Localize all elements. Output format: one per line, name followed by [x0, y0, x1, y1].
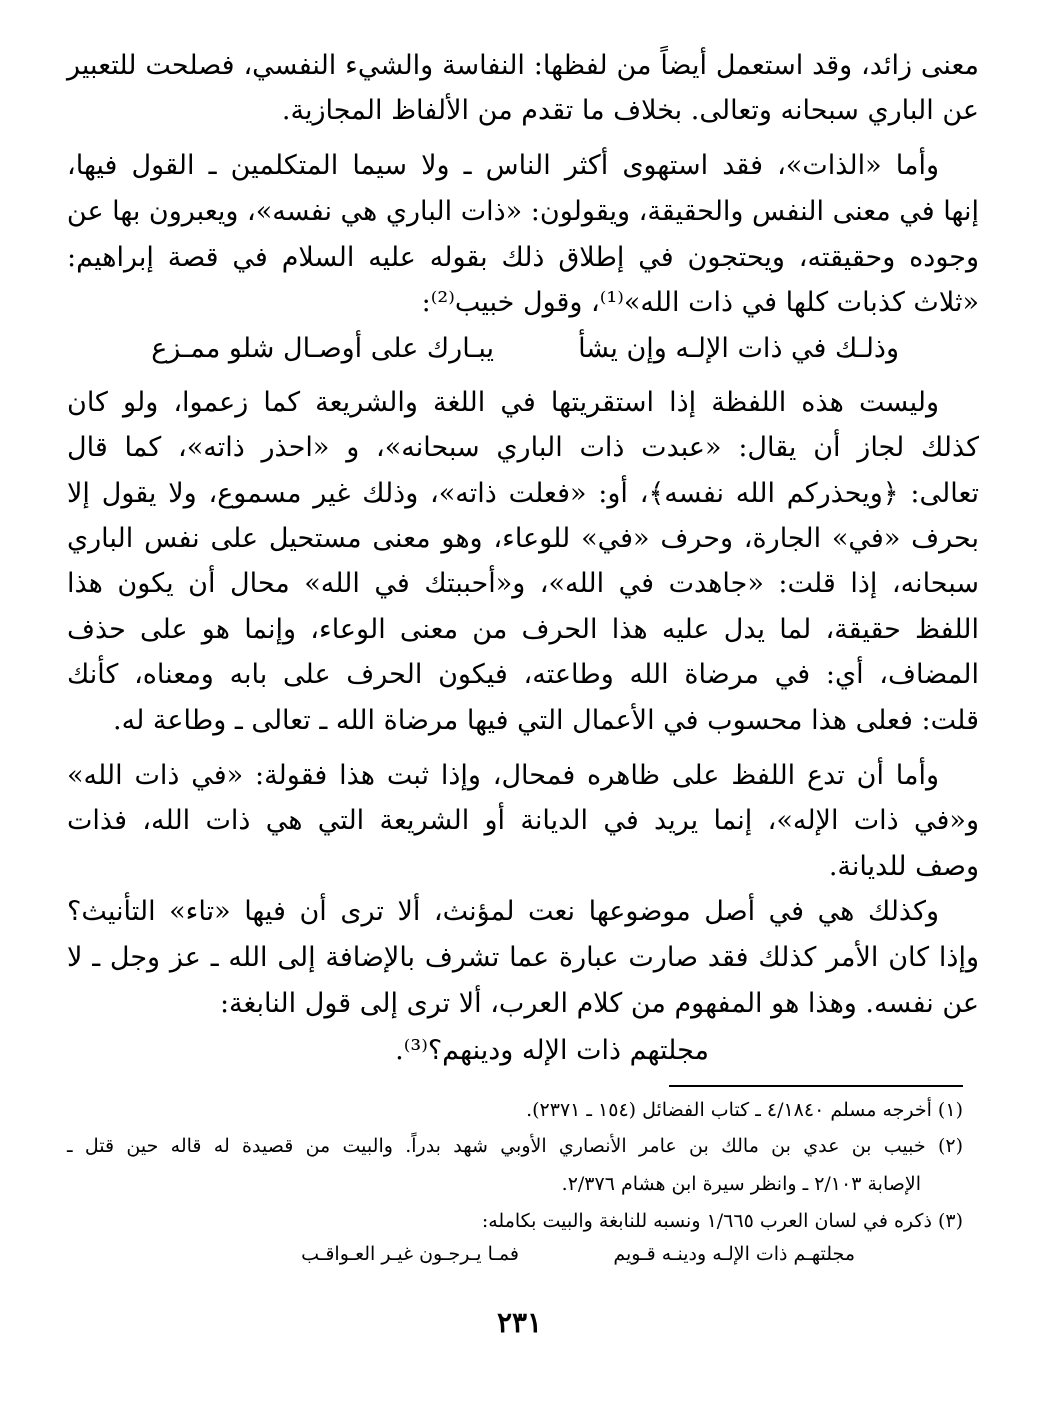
body-line: وأما أن تدع اللفظ على ظاهره فمحال، وإذا ثبت هذا فقولة: «في ذات الله» — [67, 760, 939, 791]
body-line: عن نفسه. وهذا هو المفهوم من كلام العرب، ألا ترى إلى قول النابغة: — [219, 988, 979, 1019]
verse-hemistich-2: يبـارك على أوصـال شلو ممـزع — [151, 333, 494, 364]
body-line: وجوده وحقيقته، ويحتجون في إطلاق ذلك بقوله عليه السلام في قصة إبراهيم: — [67, 242, 979, 273]
body-line: تعالى: ﴿ويحذركم الله نفسه﴾، أو: «فعلت ذاته»، وذلك غير مسموع، ولا يقول إلا — [67, 478, 979, 509]
footnote-3-line-1: (٣) ذكره في لسان العرب ١/٦٦٥ ونسبه للنابغة والبيت بكامله: — [481, 1210, 963, 1232]
body-line: «ثلاث كذبات كلها في ذات الله»⁽¹⁾، وقول خبيب⁽²⁾: — [421, 287, 979, 318]
body-line: وليست هذه اللفظة إذا استقريتها في اللغة والشريعة كما زعموا، ولو كان — [67, 387, 939, 418]
body-line: وإذا كان الأمر كذلك فقد صارت عبارة عما تشرف بالإضافة إلى الله ـ عز وجل ـ لا — [67, 942, 979, 973]
body-line: عن الباري سبحانه وتعالى. بخلاف ما تقدم من الألفاظ المجازية. — [281, 95, 979, 126]
body-line: وأما «الذات»، فقد استهوى أكثر الناس ـ ولا سيما المتكلمين ـ القول فيها، — [67, 150, 939, 181]
body-line: سبحانه، إذا قلت: «جاهدت في الله»، و«أحببتك في الله» محال أن يكون هذا — [67, 568, 979, 599]
footnote-separator — [669, 1085, 963, 1087]
body-line: و«في ذات الإله»، إنما يريد في الديانة أو الشريعة التي هي ذات الله، فذات — [67, 805, 979, 836]
body-line: كذلك لجاز أن يقال: «عبدت ذات الباري سبحانه»، و «احذر ذاته»، كما قال — [67, 432, 979, 463]
body-line: وصف للديانة. — [828, 851, 979, 882]
body-line: قلت: فعلى هذا محسوب في الأعمال التي فيها مرضاة الله ـ تعالى ـ وطاعة له. — [113, 705, 979, 736]
body-line: معنى زائد، وقد استعمل أيضاً من لفظها: النفاسة والشيء النفسي، فصلحت للتعبير — [67, 50, 979, 81]
body-line: إنها في معنى النفس والحقيقة، ويقولون: «ذات الباري هي نفسه»، ويعبرون بها عن — [66, 196, 979, 227]
footnote-1: (١) أخرجه مسلم ٤/١٨٤٠ ـ كتاب الفضائل (١٥٤ ـ ٢٣٧١). — [526, 1099, 963, 1121]
footnote-2-line-2: الإصابة ٢/١٠٣ ـ وانظر سيرة ابن هشام ٢/٣٧٦. — [561, 1173, 921, 1195]
footnote-3-hemistich-1: مجلتهـم ذات الإلـه ودينـه قـويم — [613, 1243, 855, 1265]
body-line: المضاف، أي: في مرضاة الله وطاعته، فيكون الحرف على بابه ومعناه، كأنك — [67, 659, 979, 690]
footnote-2-line-1: (٢) خبيب بن عدي بن مالك بن عامر الأنصاري الأوبي شهد بدراً. والبيت من قصيدة له قاله حين قتل ـ — [67, 1135, 963, 1157]
body-line: وكذلك هي في أصل موضوعها نعت لمؤنث، ألا ترى أن فيها «تاء» التأنيث؟ — [67, 896, 939, 927]
footnote-3-hemistich-2: فمـا يـرجـون غيـر العـواقـب — [301, 1243, 519, 1265]
body-line: بحرف «في» الجارة، وحرف «في» للوعاء، وهو معنى مستحيل على نفس الباري — [67, 523, 979, 554]
verse-line: مجلتهم ذات الإله ودينهم؟⁽³⁾. — [395, 1035, 709, 1066]
body-line: اللفظ حقيقة، لما يدل عليه هذا الحرف من معنى الوعاء، وإنما هو على حذف — [67, 614, 979, 645]
verse-hemistich-1: وذلـك في ذات الإلـه وإن يشأ — [578, 333, 899, 364]
page-number: ٢٣١ — [496, 1306, 543, 1339]
